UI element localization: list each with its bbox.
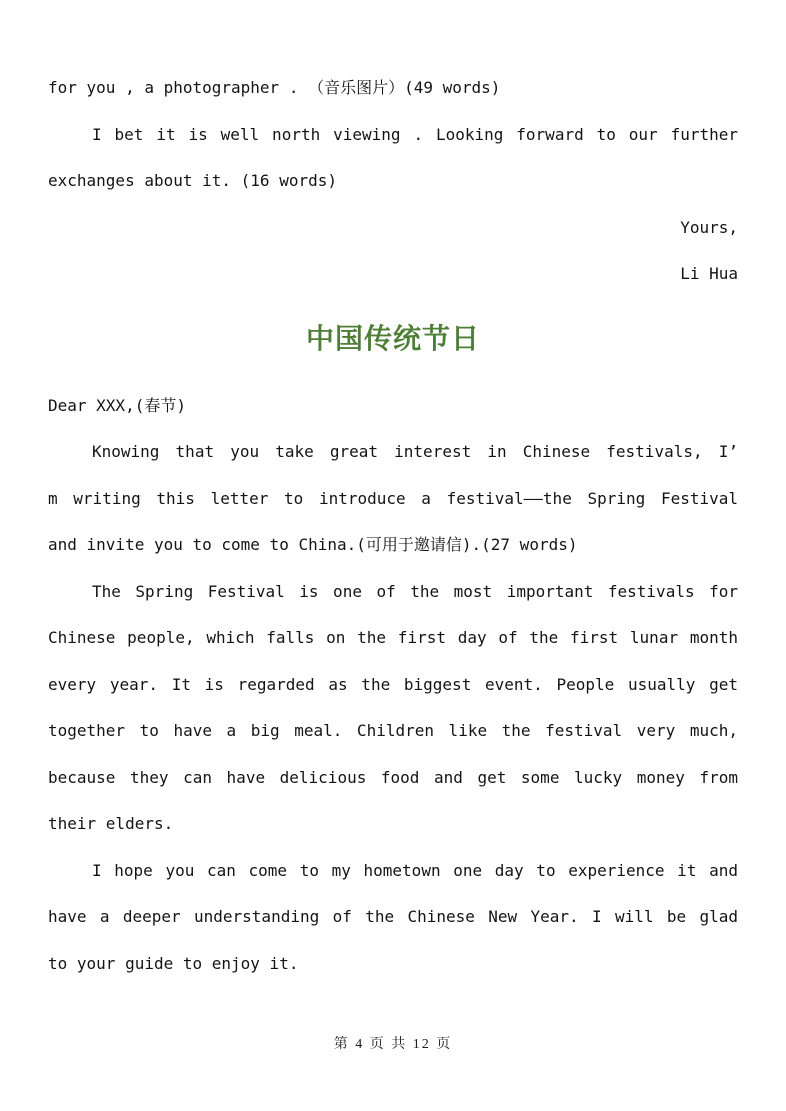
paragraph-line: I hope you can come to my hometown one day to experience it and	[92, 860, 738, 880]
paragraph-line: The Spring Festival is one of the most important festivals for	[92, 581, 738, 601]
letter-signoff: Yours,	[680, 217, 738, 237]
page-number-footer: 第 4 页 共 12 页	[333, 1037, 453, 1052]
paragraph-line: every year. It is regarded as the biggest event. People usually get	[48, 674, 738, 694]
section-title: 中国传统节日	[305, 321, 480, 355]
letter-tail-line: for you , a photographer . （音乐图片）(49 words)	[48, 78, 501, 97]
paragraph-line: their elders.	[48, 814, 174, 833]
paragraph-line: exchanges about it. (16 words)	[48, 171, 337, 190]
paragraph-line: Knowing that you take great interest in Chinese festivals, I’	[92, 442, 738, 461]
paragraph-line: together to have a big meal. Children like the festival very much,	[48, 721, 738, 740]
paragraph-line: because they can have delicious food and get some lucky money from	[48, 767, 738, 787]
letter-salutation: Dear XXX,(春节)	[48, 395, 186, 415]
paragraph-line: have a deeper understanding of the Chinese New Year. I will be glad	[48, 907, 738, 926]
paragraph-line: to your guide to enjoy it.	[48, 953, 299, 973]
paragraph-line: I bet it is well north viewing . Looking forward to our further	[92, 124, 738, 144]
paragraph-line: m writing this letter to introduce a festival——the Spring Festival	[48, 488, 738, 508]
paragraph-line: Chinese people, which falls on the first day of the first lunar month	[48, 628, 738, 647]
paragraph-line: and invite you to come to China.(可用于邀请信).(27 words)	[48, 535, 578, 554]
letter-signature: Li Hua	[680, 264, 738, 283]
